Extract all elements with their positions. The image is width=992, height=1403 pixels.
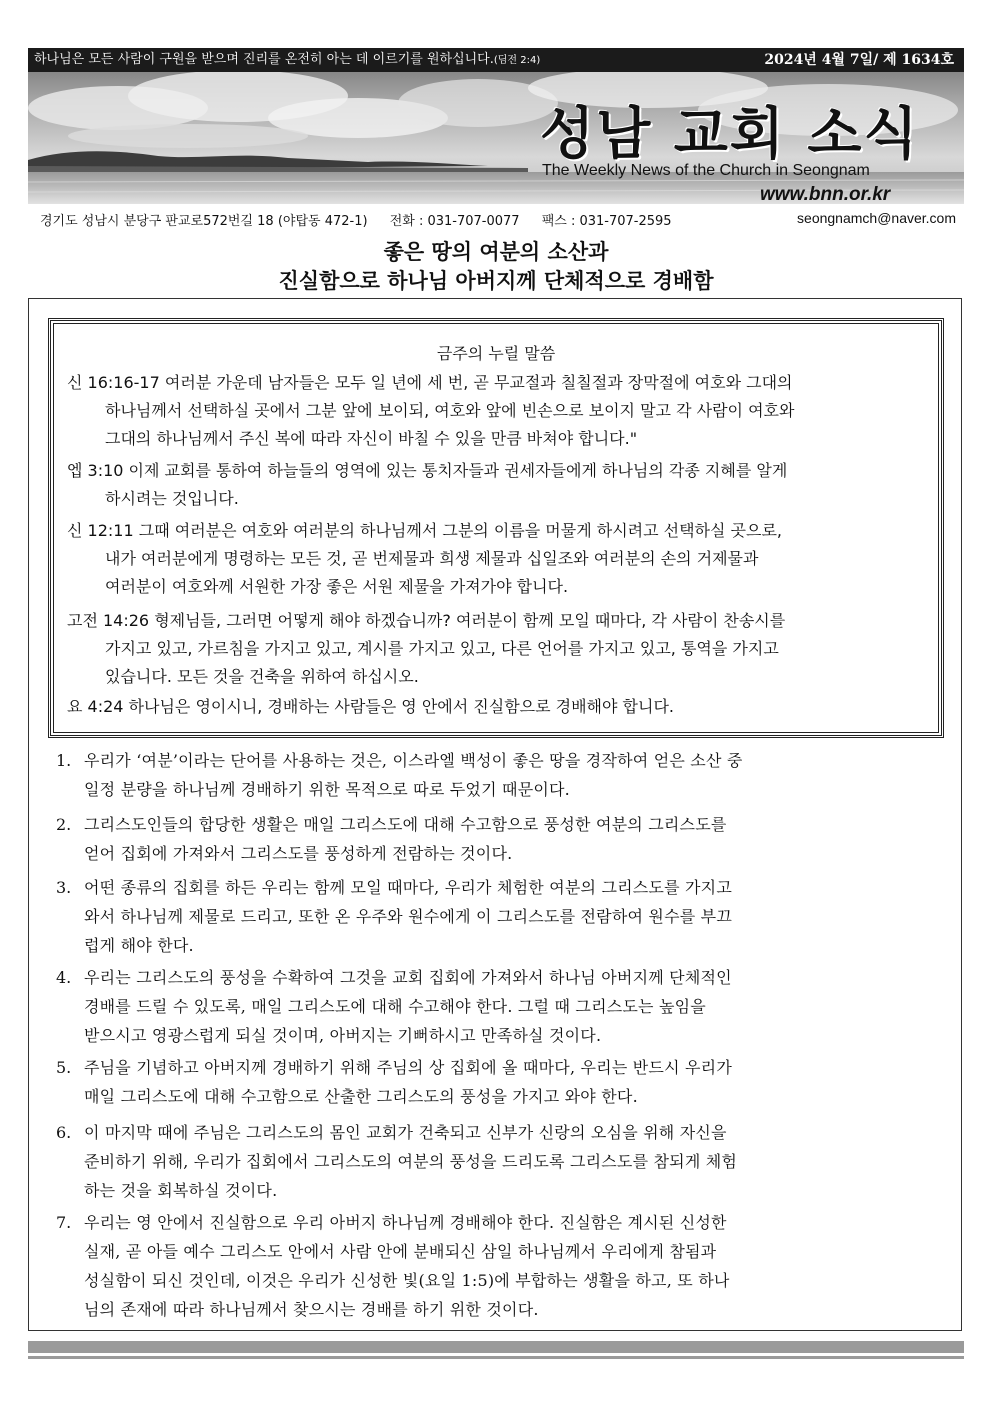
point-text-line: 성실함이 되신 것인데, 이것은 우리가 신성한 빛(요일 1:5)에 부합하는 생활을 하고, 또 하나 — [84, 1271, 730, 1290]
point-text-line: 일정 분량을 하나님께 경배하기 위한 목적으로 따로 두었기 때문이다. — [84, 780, 570, 799]
verse-continuation: 가지고 있고, 가르침을 가지고 있고, 계시를 가지고 있고, 다른 언어를 가지고 있고, 통역을 가지고 — [105, 639, 779, 658]
point-number: 3. — [56, 878, 72, 897]
point-item — [56, 1118, 940, 1205]
contact-line — [40, 210, 956, 229]
point-text-line: 우리는 영 안에서 진실함으로 우리 아버지 하나님께 경배해야 한다. 진실함은 계시된 신성한 — [84, 1213, 727, 1232]
motto-reference: (딤전 2:4) — [493, 55, 541, 66]
church-address: 경기도 성남시 분당구 판교로572번길 18 (야탑동 472-1) — [40, 214, 368, 229]
point-number: 5. — [56, 1058, 72, 1077]
headline-line-2: 진실함으로 하나님 아버지께 단체적으로 경배함 — [278, 268, 714, 293]
point-item — [56, 873, 940, 960]
point-number: 1. — [56, 751, 72, 770]
point-text-line: 받으시고 영광스럽게 되실 것이며, 아버지는 기뻐하시고 만족하실 것이다. — [84, 1026, 602, 1045]
verse-continuation: 하시려는 것입니다. — [105, 489, 239, 508]
verse-item — [67, 693, 929, 721]
point-text-line: 하는 것을 회복하실 것이다. — [84, 1181, 278, 1200]
verse-first-line: 신 16:16-17 여러분 가운데 남자들은 모두 일 년에 세 번, 곧 무교절과 칠칠절과 장막절에 여호와 그대의 — [67, 373, 793, 392]
point-text-line: 어떤 종류의 집회를 하든 우리는 함께 모일 때마다, 우리가 체험한 여분의 그리스도를 가지고 — [84, 878, 732, 897]
point-number: 7. — [56, 1213, 72, 1232]
scripture-box — [48, 318, 944, 738]
point-text-line: 럽게 해야 한다. — [84, 936, 194, 955]
point-text-line: 준비하기 위해, 우리가 집회에서 그리스도의 여분의 풍성을 드리도록 그리스도를 참되게 체험 — [84, 1152, 738, 1171]
verse-first-line: 고전 14:26 형제님들, 그러면 어떻게 해야 하겠습니까? 여러분이 함께 모일 때마다, 각 사람이 찬송시를 — [67, 611, 786, 630]
point-text-line: 그리스도인들의 합당한 생활은 매일 그리스도에 대해 수고함으로 풍성한 여분의 그리스도를 — [84, 815, 727, 834]
point-number: 2. — [56, 815, 72, 834]
point-item — [56, 810, 940, 868]
point-item — [56, 746, 940, 804]
point-text-line: 매일 그리스도에 대해 수고함으로 산출한 그리스도의 풍성을 가지고 와야 한다. — [84, 1087, 638, 1106]
verse-continuation: 그대의 하나님께서 주신 복에 따라 자신이 바칠 수 있을 만큼 바쳐야 합니다." — [105, 429, 638, 448]
point-text-line: 실재, 곧 아들 예수 그리스도 안에서 사람 안에 분배되신 삼일 하나님께서 우리에게 참됨과 — [84, 1242, 717, 1261]
fax-number: 팩스 : 031-707-2595 — [541, 214, 672, 229]
point-text-line: 얻어 집회에 가져와서 그리스도를 풍성하게 전람하는 것이다. — [84, 844, 513, 863]
footer-divider-thin — [28, 1356, 964, 1359]
point-text-line: 우리가 ‘여분’이라는 단어를 사용하는 것은, 이스라엘 백성이 좋은 땅을 경작하여 얻은 소산 중 — [84, 751, 743, 770]
point-number: 4. — [56, 968, 72, 987]
point-item — [56, 1208, 940, 1324]
motto-verse: 하나님은 모든 사람이 구원을 받으며 진리를 온전히 아는 데 이르기를 원하십니다. — [34, 52, 494, 67]
point-text-line: 이 마지막 때에 주님은 그리스도의 몸인 교회가 건축되고 신부가 신랑의 오심을 위해 자신을 — [84, 1123, 727, 1142]
phone-number: 전화 : 031-707-0077 — [389, 214, 520, 229]
verse-item — [67, 369, 929, 453]
point-item — [56, 963, 940, 1050]
verse-continuation: 있습니다. 모든 것을 건축을 위하여 하십시오. — [105, 667, 419, 686]
email-address[interactable]: seongnamch@naver.com — [797, 210, 956, 226]
website-link[interactable]: www.bnn.or.kr — [760, 184, 891, 205]
newsletter-title: 성남 교회 소식 — [540, 102, 920, 167]
verse-first-line: 신 12:11 그때 여러분은 여호와 여러분의 하나님께서 그분의 이름을 머물게 하시려고 선택하실 곳으로, — [67, 521, 783, 540]
point-item — [56, 1053, 940, 1111]
verse-item — [67, 607, 929, 691]
footer-divider — [28, 1341, 964, 1353]
verse-continuation: 내가 여러분에게 명령하는 모든 것, 곧 번제물과 희생 제물과 십일조와 여러분의 손의 거제물과 — [105, 549, 759, 568]
verse-continuation: 여러분이 여호와께 서원한 가장 좋은 서원 제물을 가져가야 합니다. — [105, 577, 569, 596]
point-number: 6. — [56, 1123, 72, 1142]
verse-item — [67, 457, 929, 513]
motto-text — [34, 48, 540, 73]
verse-continuation: 하나님께서 선택하실 곳에서 그분 앞에 보이되, 여호와 앞에 빈손으로 보이지 말고 각 사람이 여호와 — [105, 401, 795, 420]
point-text-line: 우리는 그리스도의 풍성을 수확하여 그것을 교회 집회에 가져와서 하나님 아버지께 단체적인 — [84, 968, 732, 987]
point-text-line: 님의 존재에 따라 하나님께서 찾으시는 경배를 하기 위한 것이다. — [84, 1300, 539, 1319]
verse-first-line: 엡 3:10 이제 교회를 통하여 하늘들의 영역에 있는 통치자들과 권세자들에게 하나님의 각종 지혜를 알게 — [67, 461, 788, 480]
point-text-line: 주님을 기념하고 아버지께 경배하기 위해 주님의 상 집회에 올 때마다, 우리는 반드시 우리가 — [84, 1058, 732, 1077]
verse-item — [67, 517, 929, 601]
newsletter-subtitle: The Weekly News of the Church in Seongnam — [542, 162, 870, 179]
verse-first-line: 요 4:24 하나님은 영이시니, 경배하는 사람들은 영 안에서 진실함으로 경배해야 합니다. — [67, 697, 675, 716]
point-text-line: 와서 하나님께 제물로 드리고, 또한 온 우주와 원수에게 이 그리스도를 전람하여 원수를 부끄 — [84, 907, 732, 926]
point-text-line: 경배를 드릴 수 있도록, 매일 그리스도에 대해 수고해야 한다. 그럴 때 그리스도는 높임을 — [84, 997, 706, 1016]
motto-bar — [28, 48, 964, 72]
scripture-heading: 금주의 누릴 말씀 — [436, 344, 556, 363]
issue-date: 2024년 4월 7일/ 제 1634호 — [764, 52, 954, 68]
headline-line-1: 좋은 땅의 여분의 소산과 — [383, 239, 609, 264]
